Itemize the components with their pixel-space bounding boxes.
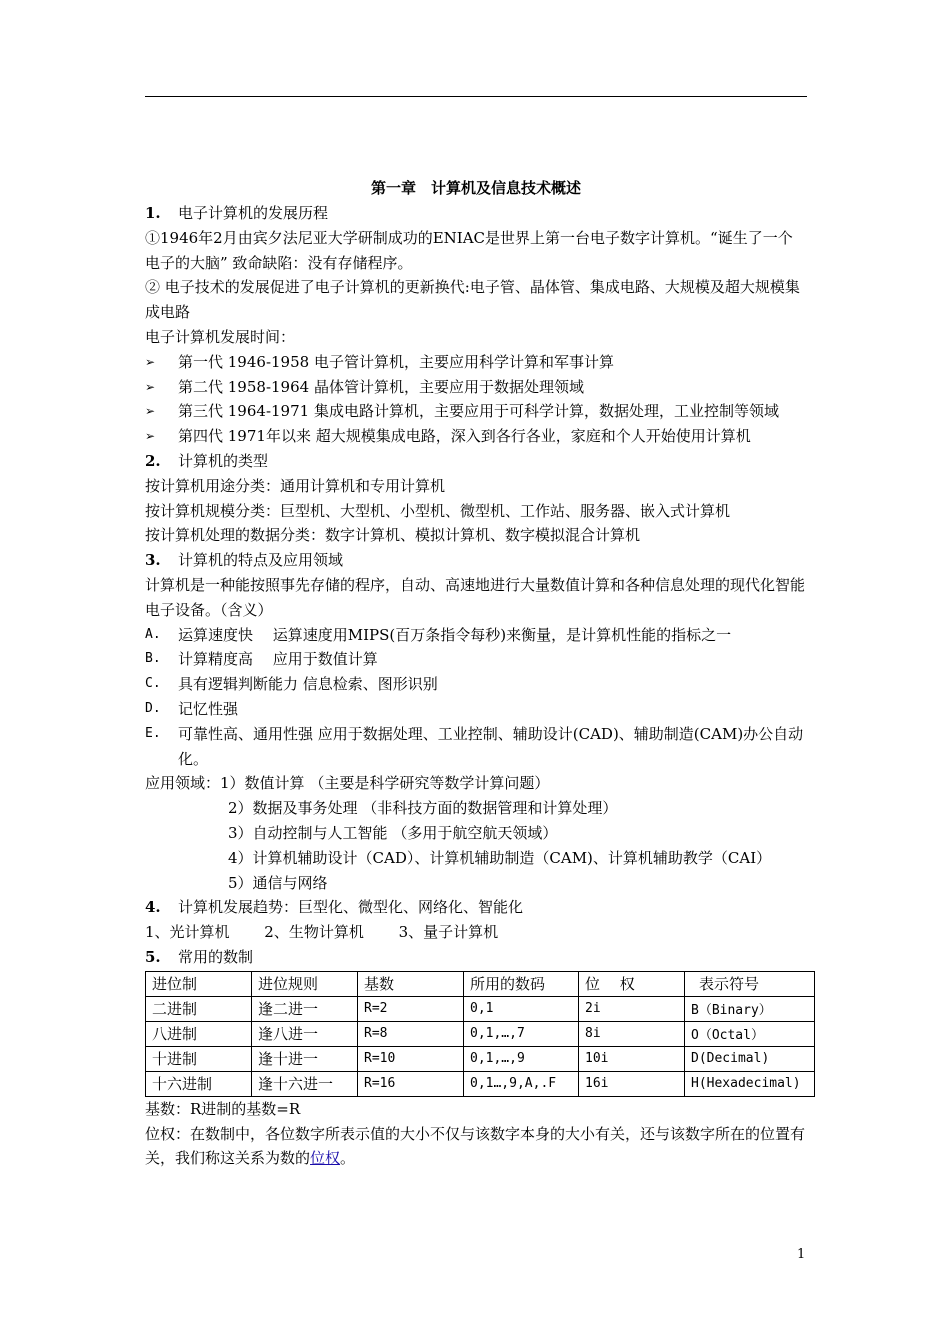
table-cell: H(Hexadecimal) xyxy=(685,1071,815,1096)
table-cell: 八进制 xyxy=(146,1021,252,1046)
section-number: 1. xyxy=(145,204,161,222)
paragraph: ①1946年2月由宾夕法尼亚大学研制成功的ENIAC是世界上第一台电子数字计算机。“诞生了一个电子的大脑” 致命缺陷：没有存储程序。 xyxy=(145,228,793,272)
table-cell: 十六进制 xyxy=(146,1071,252,1096)
section-number: 4. xyxy=(145,898,161,917)
header-rule xyxy=(145,96,807,97)
section-4-heading xyxy=(145,895,807,920)
section-3-heading xyxy=(145,548,807,573)
list-item: ➢ 第二代 1958-1964 晶体管计算机，主要应用于数据处理领域 xyxy=(145,375,807,400)
table-cell: 0,1 xyxy=(464,996,579,1021)
table-cell: 逢十进一 xyxy=(252,1046,358,1071)
paragraph: 按计算机处理的数据分类：数字计算机、模拟计算机、数字模拟混合计算机 xyxy=(145,526,641,545)
table-cell: 逢八进一 xyxy=(252,1021,358,1046)
table-cell: 10i xyxy=(579,1046,685,1071)
list-item: B. 计算精度高 应用于数值计算 xyxy=(145,650,378,669)
section-1-heading xyxy=(145,201,807,226)
table-cell: 0,1,…,9 xyxy=(464,1046,579,1071)
table-row xyxy=(146,996,815,1021)
app-field-item: 5）通信与网络 xyxy=(228,873,328,892)
table-header-cell: 进位制 xyxy=(146,971,252,996)
table-row xyxy=(146,1071,815,1096)
table-header-cell: 基数 xyxy=(358,971,464,996)
table-cell: R=2 xyxy=(358,996,464,1021)
list-item: ➢ 第三代 1964-1971 集成电路计算机，主要应用于可科学计算，数据处理，工业控制等领域 xyxy=(145,399,807,424)
table-cell: R=16 xyxy=(358,1071,464,1096)
table-header-row xyxy=(146,971,815,996)
list-item: ➢ 第一代 1946-1958 电子管计算机，主要应用科学计算和军事计算 xyxy=(145,350,807,375)
table-cell: R=8 xyxy=(358,1021,464,1046)
document-body xyxy=(145,175,807,1171)
app-field-item: 3）自动控制与人工智能 （多用于航空航天领域） xyxy=(228,823,558,842)
section-5-heading xyxy=(145,945,807,970)
bullet-arrow-icon: ➢ xyxy=(145,429,156,444)
section-2-heading xyxy=(145,449,807,474)
app-field-item: 2）数据及事务处理 （非科技方面的数据管理和计算处理） xyxy=(228,799,618,818)
bullet-arrow-icon: ➢ xyxy=(145,404,156,419)
paragraph: 电子计算机发展时间： xyxy=(145,327,296,346)
table-cell: O（Octal） xyxy=(685,1021,815,1046)
section-title: 电子计算机的发展历程 xyxy=(178,204,329,222)
paragraph: 位权：在数制中，各位数字所表示值的大小不仅与该数字本身的大小有关，还与该数字所在的位置有关，我们称这关系为数的位权。 xyxy=(145,1124,806,1168)
paragraph: 基数：R进制的基数=R xyxy=(145,1099,301,1118)
section-number: 3. xyxy=(145,551,161,570)
table-cell: 0,1,…,7 xyxy=(464,1021,579,1046)
list-item: ➢ 第四代 1971年以来 超大规模集成电路，深入到各行各业，家庭和个人开始使用计算机 xyxy=(145,424,807,449)
table-header-cell: 所用的数码 xyxy=(464,971,579,996)
table-header-cell: 进位规则 xyxy=(252,971,358,996)
section-title: 计算机发展趋势：巨型化、微型化、网络化、智能化 xyxy=(178,898,524,917)
table-cell: 0,1…,9,A,.F xyxy=(464,1071,579,1096)
app-field-item: 4）计算机辅助设计（CAD）、计算机辅助制造（CAM)、计算机辅助教学（CAI） xyxy=(228,848,772,867)
table-cell: D(Decimal) xyxy=(685,1046,815,1071)
table-cell: 二进制 xyxy=(146,996,252,1021)
table-cell: B（Binary） xyxy=(685,996,815,1021)
paragraph: ② 电子技术的发展促进了电子计算机的更新换代:电子管、晶体管、集成电路、大规模及超大规模集成电路 xyxy=(145,278,800,322)
bullet-arrow-icon: ➢ xyxy=(145,379,156,394)
table-header-cell: 位 权 xyxy=(579,971,685,996)
app-field-item: 应用领域：1）数值计算 （主要是科学研究等数学计算问题） xyxy=(145,774,550,793)
table-header-cell: 表示符号 xyxy=(685,971,815,996)
section-title: 计算机的类型 xyxy=(178,451,269,470)
table-row xyxy=(146,1046,815,1071)
table-cell: 逢十六进一 xyxy=(252,1071,358,1096)
list-item: C. 具有逻辑判断能力 信息检索、图形识别 xyxy=(145,675,438,694)
chapter-title: 第一章 计算机及信息技术概述 xyxy=(370,179,581,197)
table-cell: 2i xyxy=(579,996,685,1021)
paragraph: 按计算机用途分类：通用计算机和专用计算机 xyxy=(145,476,446,495)
paragraph: 1、光计算机 2、生物计算机 3、量子计算机 xyxy=(145,923,499,942)
table-cell: 十进制 xyxy=(146,1046,252,1071)
table-cell: R=10 xyxy=(358,1046,464,1071)
table-cell: 逢二进一 xyxy=(252,996,358,1021)
number-system-table xyxy=(145,971,815,1097)
section-title: 常用的数制 xyxy=(178,947,254,966)
list-item: D. 记忆性强 xyxy=(145,699,239,718)
list-item: E. 可靠性高、通用性强 应用于数据处理、工业控制、辅助设计(CAD)、辅助制造(CAM)办公自动化。 xyxy=(145,724,804,768)
weight-link[interactable]: 位权 xyxy=(310,1149,341,1168)
table-row xyxy=(146,1021,815,1046)
section-number: 5. xyxy=(145,947,161,966)
section-number: 2. xyxy=(145,451,161,470)
page-number: 1 xyxy=(797,1247,806,1262)
paragraph: 按计算机规模分类：巨型机、大型机、小型机、微型机、工作站、服务器、嵌入式计算机 xyxy=(145,501,731,520)
table-cell: 8i xyxy=(579,1021,685,1046)
list-item: A. 运算速度快 运算速度用MIPS(百万条指令每秒)来衡量，是计算机性能的指标之一 xyxy=(145,625,732,644)
table-cell: 16i xyxy=(579,1071,685,1096)
bullet-arrow-icon: ➢ xyxy=(145,354,156,369)
section-title: 计算机的特点及应用领域 xyxy=(178,551,344,570)
paragraph: 计算机是一种能按照事先存储的程序，自动、高速地进行大量数值计算和各种信息处理的现代化智能电子设备。（含义） xyxy=(145,575,806,619)
